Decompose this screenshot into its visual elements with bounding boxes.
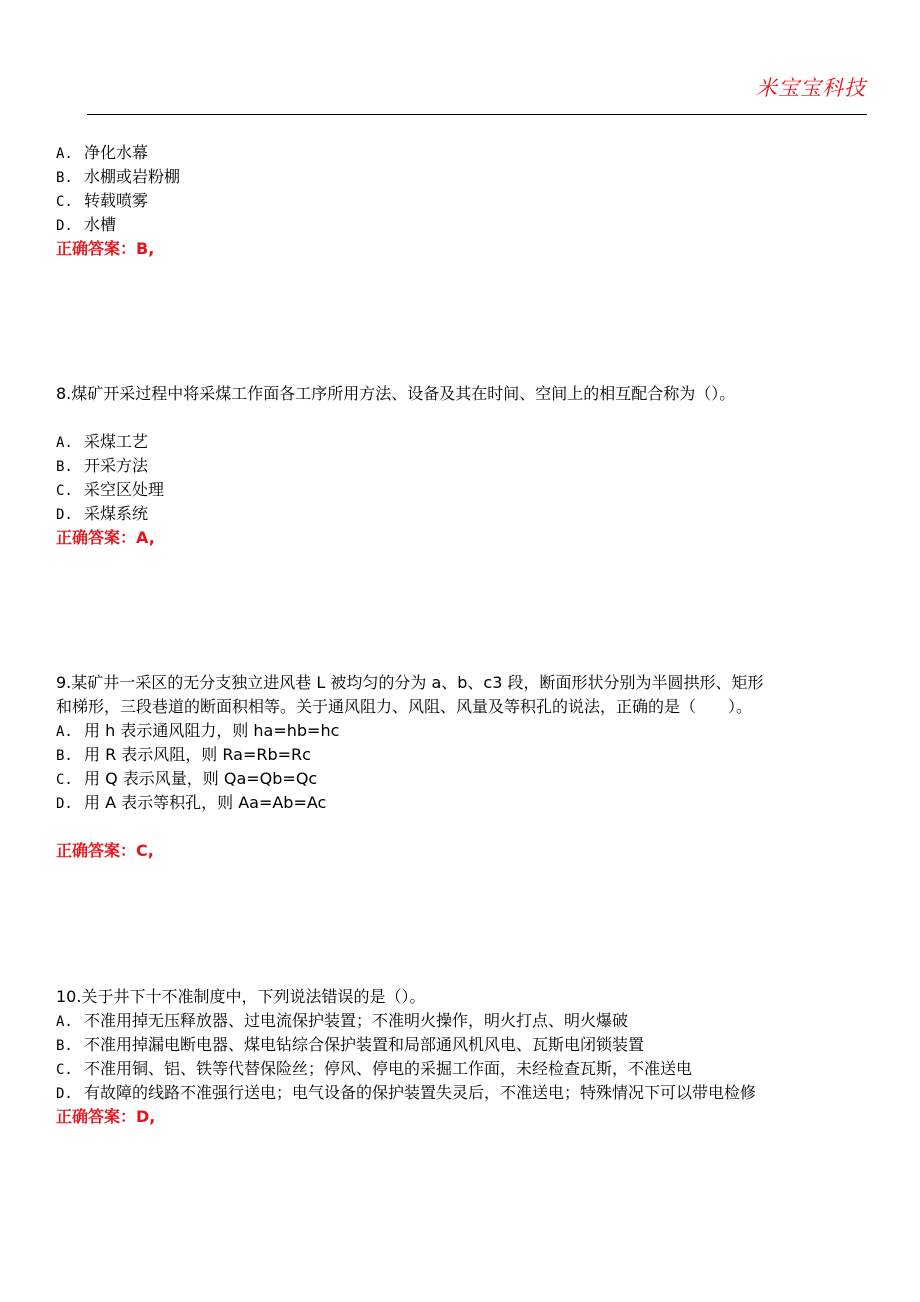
option-text: 用 h 表示通风阻力，则 ha=hb=hc bbox=[84, 721, 340, 740]
option-letter: B. bbox=[56, 170, 73, 186]
option-c bbox=[56, 478, 876, 502]
question-10 bbox=[56, 985, 876, 1129]
correct-answer bbox=[56, 237, 876, 261]
answer-value: B, bbox=[136, 239, 155, 258]
option-letter: B. bbox=[56, 1038, 73, 1054]
option-letter: C. bbox=[56, 483, 73, 499]
option-letter: D. bbox=[56, 796, 73, 812]
option-letter: A. bbox=[56, 435, 73, 451]
correct-answer bbox=[56, 526, 876, 550]
question-stem-line-1: 9.某矿井一采区的无分支独立进风巷 L 被均匀的分为 a、b、c3 段，断面形状分别为半圆拱形、矩形 bbox=[56, 673, 764, 692]
option-text: 采煤系统 bbox=[84, 504, 149, 523]
option-b bbox=[56, 165, 876, 189]
option-d bbox=[56, 502, 876, 526]
option-text: 有故障的线路不准强行送电；电气设备的保护装置失灵后，不准送电；特殊情况下可以带电检修 bbox=[84, 1083, 757, 1102]
question-stem: 8.煤矿开采过程中将采煤工作面各工序所用方法、设备及其在时间、空间上的相互配合称为（）。 bbox=[56, 384, 736, 403]
option-letter: C. bbox=[56, 772, 73, 788]
option-d bbox=[56, 1081, 876, 1105]
option-text: 开采方法 bbox=[84, 456, 149, 475]
option-c bbox=[56, 767, 876, 791]
option-d bbox=[56, 213, 876, 237]
option-text: 净化水幕 bbox=[84, 143, 149, 162]
option-letter: D. bbox=[56, 507, 73, 523]
question-stem: 10.关于井下十不准制度中，下列说法错误的是（）。 bbox=[56, 987, 426, 1006]
option-letter: B. bbox=[56, 459, 73, 475]
option-b bbox=[56, 1033, 876, 1057]
option-d bbox=[56, 791, 876, 815]
option-letter: A. bbox=[56, 724, 73, 740]
option-text: 水槽 bbox=[84, 215, 117, 234]
option-letter: D. bbox=[56, 218, 73, 234]
option-text: 采煤工艺 bbox=[84, 432, 149, 451]
option-c bbox=[56, 189, 876, 213]
option-text: 用 Q 表示风量，则 Qa=Qb=Qc bbox=[84, 769, 318, 788]
header-divider bbox=[87, 114, 867, 115]
option-c bbox=[56, 1057, 876, 1081]
option-letter: B. bbox=[56, 748, 73, 764]
option-text: 转载喷雾 bbox=[84, 191, 149, 210]
question-8 bbox=[56, 382, 876, 550]
question-stem-line-2: 和梯形，三段巷道的断面积相等。关于通风阻力、风阻、风量及等积孔的说法，正确的是（ ）。 bbox=[56, 697, 753, 716]
option-a bbox=[56, 719, 876, 743]
answer-value: D, bbox=[136, 1107, 156, 1126]
answer-label: 正确答案： bbox=[56, 239, 137, 258]
question-7 bbox=[56, 141, 876, 261]
option-text: 用 A 表示等积孔，则 Aa=Ab=Ac bbox=[84, 793, 327, 812]
answer-value: A, bbox=[136, 528, 155, 547]
question-9 bbox=[56, 671, 876, 863]
option-text: 不准用掉漏电断电器、煤电钻综合保护装置和局部通风机风电、瓦斯电闭锁装置 bbox=[84, 1035, 645, 1054]
option-text: 用 R 表示风阻，则 Ra=Rb=Rc bbox=[84, 745, 311, 764]
option-letter: D. bbox=[56, 1086, 73, 1102]
option-a bbox=[56, 430, 876, 454]
header-brand: 米宝宝科技 bbox=[756, 76, 866, 100]
option-text: 不准用掉无压释放器、过电流保护装置；不准明火操作，明火打点、明火爆破 bbox=[84, 1011, 629, 1030]
option-a bbox=[56, 1009, 876, 1033]
correct-answer bbox=[56, 839, 876, 863]
answer-label: 正确答案： bbox=[56, 528, 137, 547]
answer-label: 正确答案： bbox=[56, 841, 137, 860]
option-text: 采空区处理 bbox=[84, 480, 165, 499]
option-letter: C. bbox=[56, 194, 73, 210]
option-letter: A. bbox=[56, 1014, 73, 1030]
answer-value: C, bbox=[136, 841, 154, 860]
answer-label: 正确答案： bbox=[56, 1107, 137, 1126]
option-b bbox=[56, 743, 876, 767]
option-letter: C. bbox=[56, 1062, 73, 1078]
option-b bbox=[56, 454, 876, 478]
option-letter: A. bbox=[56, 146, 73, 162]
correct-answer bbox=[56, 1105, 876, 1129]
option-a bbox=[56, 141, 876, 165]
option-text: 不准用铜、铝、铁等代替保险丝；停风、停电的采掘工作面，未经检查瓦斯，不准送电 bbox=[84, 1059, 693, 1078]
option-text: 水棚或岩粉棚 bbox=[84, 167, 181, 186]
